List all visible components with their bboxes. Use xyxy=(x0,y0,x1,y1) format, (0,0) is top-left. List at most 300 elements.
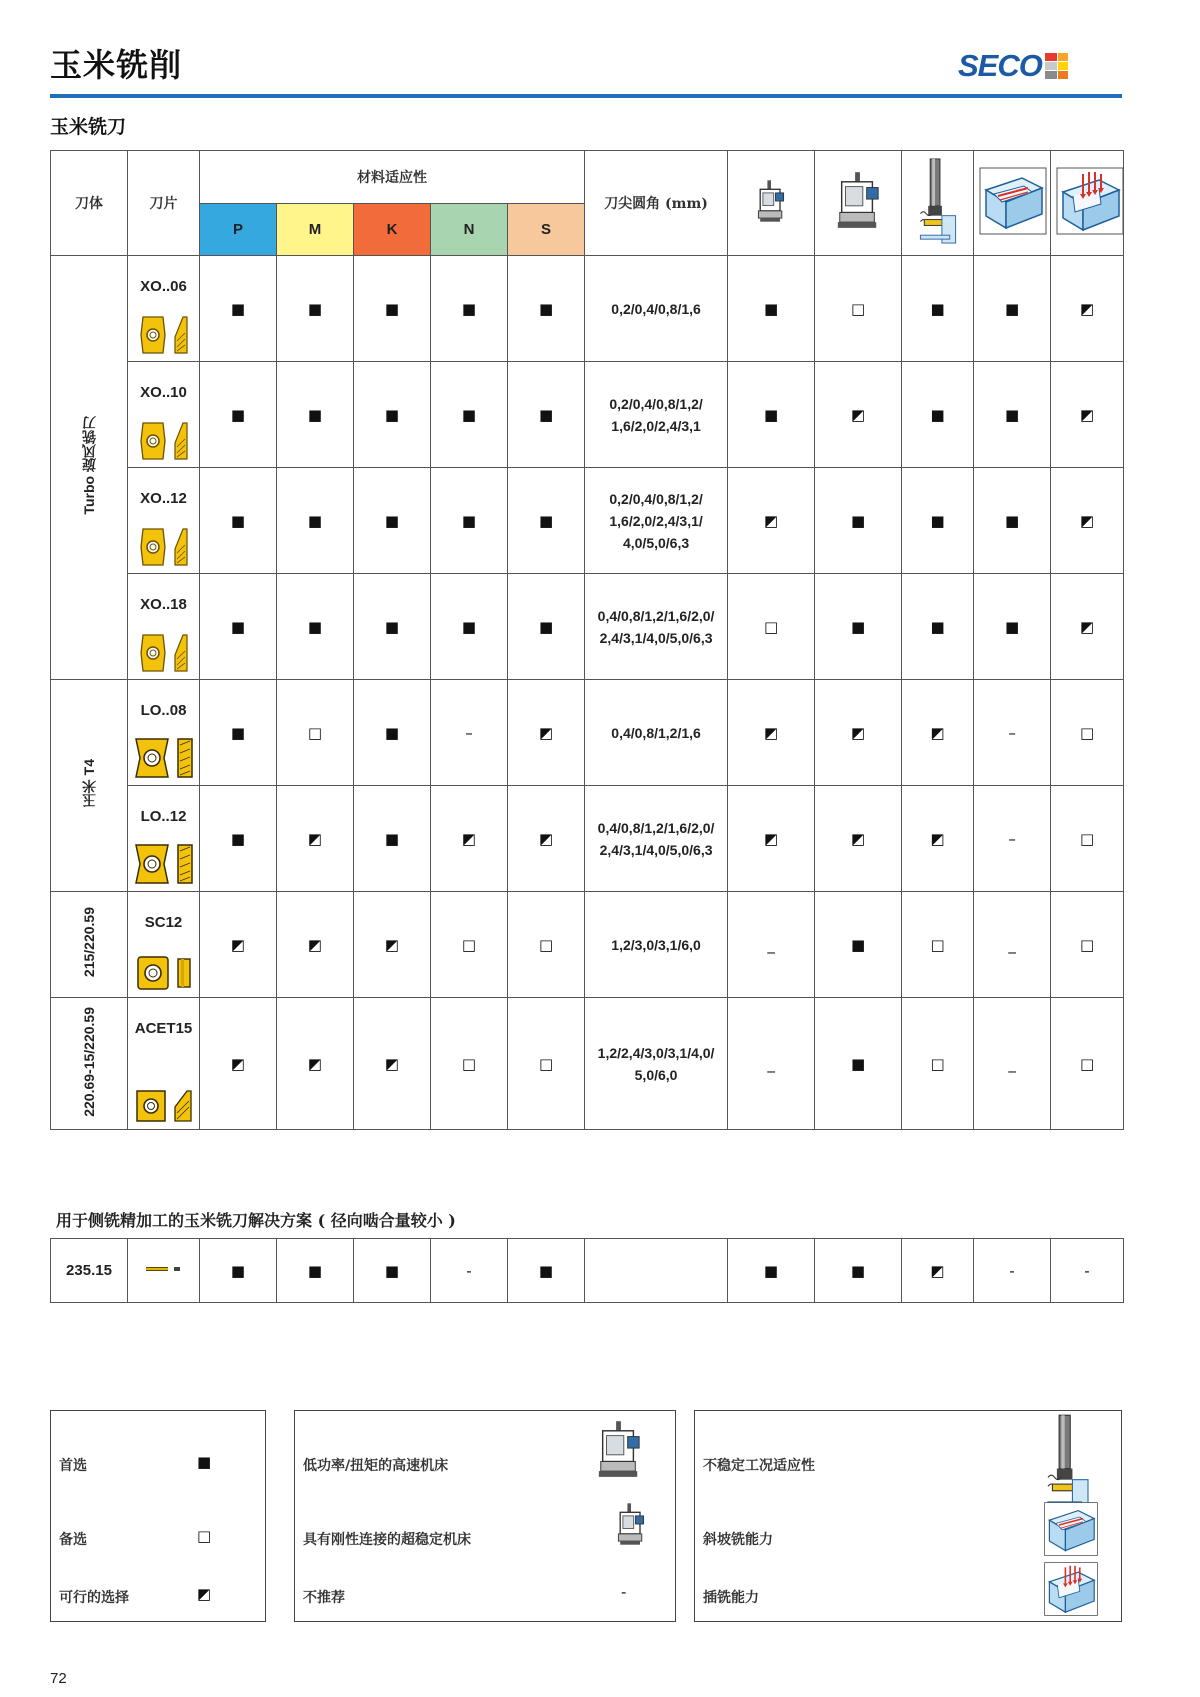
rating-symbol: ◩ xyxy=(307,1054,323,1073)
application-rating xyxy=(902,786,974,892)
insert-cell xyxy=(128,362,200,468)
rating-symbol: ■ xyxy=(230,405,246,424)
insert-image xyxy=(128,955,199,991)
application-rating xyxy=(815,892,902,998)
application-rating xyxy=(1051,786,1124,892)
section-title: 玉米铣刀 xyxy=(50,116,127,138)
tool-body-group xyxy=(51,892,128,998)
application-rating xyxy=(815,574,902,680)
rating-symbol: _ xyxy=(1008,1054,1016,1073)
legend-alternative-label: 备选 xyxy=(59,1532,87,1548)
insert-name: ACET15 xyxy=(134,1020,193,1037)
application-rating xyxy=(974,998,1051,1130)
material-rating-k xyxy=(354,468,431,574)
insert-image xyxy=(128,737,199,779)
insert-cell xyxy=(128,468,200,574)
material-rating-n xyxy=(431,362,508,468)
brand-mark-tile xyxy=(1045,62,1057,70)
tool-body-cell xyxy=(51,1239,128,1303)
material-rating-p xyxy=(200,574,277,680)
rating-symbol: ■ xyxy=(930,405,945,424)
brand-mark-tile xyxy=(1045,71,1057,79)
application-rating xyxy=(902,468,974,574)
brand-mark-tile xyxy=(1045,53,1057,61)
rating-symbol: ■ xyxy=(538,1261,554,1280)
legend-possible-symbol: ◩ xyxy=(197,1585,212,1603)
rating-symbol: □ xyxy=(1079,829,1095,848)
rating-symbol: ◩ xyxy=(307,935,323,954)
rating-symbol: ■ xyxy=(538,405,554,424)
material-rating-p xyxy=(200,362,277,468)
header-plunge xyxy=(1051,151,1124,256)
material-rating-m xyxy=(277,468,354,574)
insert-name: XO..10 xyxy=(140,384,187,401)
rating-symbol: ◩ xyxy=(230,935,246,954)
application-rating xyxy=(728,468,815,574)
application-rating xyxy=(1051,362,1124,468)
ramping-icon xyxy=(978,223,1048,240)
application-rating xyxy=(815,998,902,1130)
insert-name: XO..18 xyxy=(140,596,187,613)
insert-image xyxy=(128,527,199,567)
application-rating xyxy=(728,680,815,786)
rating-symbol: ■ xyxy=(230,723,246,742)
brand-name: SECO xyxy=(958,48,1042,83)
brand-mark-icon xyxy=(1045,53,1068,79)
material-rating-k xyxy=(354,574,431,680)
rating-symbol: □ xyxy=(1079,1054,1095,1073)
application-rating xyxy=(902,256,974,362)
radius-cell xyxy=(585,680,728,786)
material-rating-s xyxy=(508,468,585,574)
application-rating xyxy=(728,256,815,362)
material-rating-m xyxy=(277,892,354,998)
material-rating-s xyxy=(508,786,585,892)
rating-symbol: ◩ xyxy=(307,829,323,848)
rating-symbol: _ xyxy=(767,1054,775,1073)
material-rating-s xyxy=(508,680,585,786)
table-row xyxy=(51,680,1124,786)
rating-symbol: ◩ xyxy=(538,829,554,848)
material-rating-n xyxy=(431,574,508,680)
rating-symbol: – xyxy=(1008,723,1016,742)
table-row xyxy=(51,362,1124,468)
rating-symbol: ■ xyxy=(384,405,400,424)
header-large-machine xyxy=(815,151,902,256)
legend-high-speed-label: 低功率/扭矩的高速机床 xyxy=(303,1458,449,1474)
tool-body-label: 235.15 xyxy=(66,1262,112,1279)
insert-cell xyxy=(128,998,200,1130)
material-rating-m xyxy=(277,574,354,680)
rating-symbol: ■ xyxy=(930,617,945,636)
tool-body-label: 220.69-15/220.59 xyxy=(81,1006,97,1117)
rating-symbol: ◩ xyxy=(538,723,554,742)
rating-symbol: ■ xyxy=(538,511,554,530)
material-header-m xyxy=(277,204,354,256)
application-rating xyxy=(974,362,1051,468)
legend-ramping-label: 斜坡铣能力 xyxy=(703,1532,773,1548)
application-rating xyxy=(902,1239,974,1303)
insert-image xyxy=(128,315,199,355)
radius-values: 0,4/0,8/1,2/1,6/2,0/ 2,4/3,1/4,0/5,0/6,3 xyxy=(597,607,715,646)
rating-symbol: □ xyxy=(763,617,779,636)
table-row xyxy=(51,1239,1124,1303)
rating-symbol: ■ xyxy=(384,829,400,848)
legend-preferred-symbol: ■ xyxy=(197,1453,212,1471)
rating-symbol: _ xyxy=(767,935,775,954)
rating-symbol: ◩ xyxy=(1079,299,1095,318)
insert-name: XO..06 xyxy=(140,278,187,295)
header-insert: 刀片 xyxy=(128,151,200,256)
rating-symbol: ■ xyxy=(384,511,400,530)
rating-symbol: ■ xyxy=(850,935,866,954)
material-rating-k xyxy=(354,256,431,362)
rating-symbol: ■ xyxy=(384,617,400,636)
material-rating-k xyxy=(354,892,431,998)
table-row xyxy=(51,574,1124,680)
rating-symbol: - xyxy=(1084,1261,1090,1280)
material-header-p xyxy=(200,204,277,256)
rating-symbol: - xyxy=(1009,1261,1015,1280)
material-header-s xyxy=(508,204,585,256)
tool-image xyxy=(144,1262,184,1279)
plunge-milling-icon xyxy=(1055,223,1125,240)
rating-symbol: ■ xyxy=(384,723,400,742)
application-rating xyxy=(1051,892,1124,998)
application-rating xyxy=(974,574,1051,680)
table-row xyxy=(51,998,1124,1130)
table-row xyxy=(51,786,1124,892)
rating-symbol: ◩ xyxy=(1079,617,1095,636)
rating-symbol: □ xyxy=(461,1054,477,1073)
application-rating xyxy=(815,680,902,786)
legend-not-recommended-label: 不推荐 xyxy=(303,1590,345,1606)
legend-machines xyxy=(294,1410,676,1622)
brand-mark-tile xyxy=(1058,53,1068,61)
insert-cell xyxy=(128,892,200,998)
application-rating xyxy=(728,1239,815,1303)
rating-symbol: ■ xyxy=(384,299,400,318)
large-machine-icon xyxy=(595,1419,643,1485)
page-number: 72 xyxy=(50,1670,67,1687)
legend-unstable-label: 不稳定工况适应性 xyxy=(703,1458,815,1474)
application-rating xyxy=(902,892,974,998)
radius-cell xyxy=(585,1239,728,1303)
rating-symbol: ■ xyxy=(461,617,477,636)
application-rating xyxy=(1051,680,1124,786)
radius-values: 1,2/2,4/3,0/3,1/4,0/ 5,0/6,0 xyxy=(597,1044,715,1083)
rating-symbol: ■ xyxy=(461,299,477,318)
ramping-icon xyxy=(1043,1501,1099,1561)
rating-symbol: ■ xyxy=(461,405,477,424)
radius-cell xyxy=(585,574,728,680)
rating-symbol: _ xyxy=(1008,935,1016,954)
table-row xyxy=(51,892,1124,998)
radius-cell xyxy=(585,362,728,468)
rating-symbol: ■ xyxy=(230,299,246,318)
rating-symbol: ◩ xyxy=(930,829,945,848)
rating-symbol: ■ xyxy=(230,1261,246,1280)
header-body: 刀体 xyxy=(51,151,128,256)
large-machine-icon xyxy=(834,219,882,236)
table-row xyxy=(51,256,1124,362)
plunge-milling-icon xyxy=(1043,1561,1099,1621)
rating-symbol: ◩ xyxy=(850,723,866,742)
legend-possible-label: 可行的选择 xyxy=(59,1590,129,1606)
material-rating-s xyxy=(508,892,585,998)
application-rating xyxy=(974,892,1051,998)
rating-symbol: ■ xyxy=(1004,405,1020,424)
brand-mark-tile xyxy=(1058,62,1068,70)
rating-symbol: ■ xyxy=(850,1054,866,1073)
legend-capabilities xyxy=(694,1410,1122,1622)
material-rating-k xyxy=(354,680,431,786)
material-rating-p xyxy=(200,892,277,998)
rating-symbol: – xyxy=(1008,829,1016,848)
table-row xyxy=(51,468,1124,574)
material-header-k xyxy=(354,204,431,256)
material-label: N xyxy=(463,221,475,238)
insert-image xyxy=(128,421,199,461)
radius-cell xyxy=(585,256,728,362)
rating-symbol: ◩ xyxy=(230,1054,246,1073)
brand-mark-tile xyxy=(1058,71,1068,79)
material-rating-k xyxy=(354,998,431,1130)
insert-name: XO..12 xyxy=(140,490,187,507)
application-rating xyxy=(815,362,902,468)
rating-symbol: ■ xyxy=(230,511,246,530)
small-machine-icon xyxy=(753,211,789,228)
side-milling-table xyxy=(50,1238,1124,1303)
application-rating xyxy=(1051,468,1124,574)
side-milling-title: 用于侧铣精加工的玉米铣刀解决方案 ( 径向啮合量较小 ) xyxy=(56,1211,456,1230)
application-rating xyxy=(974,256,1051,362)
tool-body-group xyxy=(51,680,128,892)
material-rating-m xyxy=(277,998,354,1130)
rating-symbol: □ xyxy=(930,1054,945,1073)
insert-cell xyxy=(128,680,200,786)
header-material-group: 材料适应性 xyxy=(200,151,585,204)
rating-symbol: □ xyxy=(461,935,477,954)
legend-not-recommended-symbol: - xyxy=(621,1583,627,1601)
material-rating xyxy=(200,1239,277,1303)
material-rating-k xyxy=(354,786,431,892)
rating-symbol: ■ xyxy=(538,617,554,636)
title-rule xyxy=(50,94,1122,98)
rating-symbol: ■ xyxy=(930,299,945,318)
tool-body-label: 玉米 T4 xyxy=(81,759,97,808)
application-rating xyxy=(902,680,974,786)
application-rating xyxy=(728,574,815,680)
application-rating xyxy=(728,892,815,998)
material-rating xyxy=(277,1239,354,1303)
application-rating xyxy=(974,468,1051,574)
insert-image xyxy=(128,1089,199,1123)
rating-symbol: □ xyxy=(538,935,554,954)
material-rating-n xyxy=(431,468,508,574)
tool-body-group xyxy=(51,998,128,1130)
application-rating xyxy=(728,786,815,892)
material-rating-n xyxy=(431,680,508,786)
rating-symbol: ◩ xyxy=(384,1054,400,1073)
material-rating-p xyxy=(200,998,277,1130)
material-label: M xyxy=(308,221,322,238)
material-rating-m xyxy=(277,256,354,362)
rating-symbol: □ xyxy=(850,299,866,318)
rating-symbol: ■ xyxy=(307,405,323,424)
material-label: K xyxy=(386,221,398,238)
rating-symbol: ■ xyxy=(850,1261,866,1280)
insert-name: LO..08 xyxy=(140,702,187,719)
material-rating-s xyxy=(508,256,585,362)
tool-image-cell xyxy=(128,1239,200,1303)
rating-symbol: ◩ xyxy=(930,1261,945,1280)
rating-symbol: ◩ xyxy=(930,723,945,742)
rating-symbol: □ xyxy=(538,1054,554,1073)
rating-symbol: ■ xyxy=(763,1261,779,1280)
unstable-setup-icon xyxy=(918,232,958,249)
header-small-machine xyxy=(728,151,815,256)
radius-cell xyxy=(585,468,728,574)
insert-selection-table xyxy=(50,150,1124,1130)
insert-cell xyxy=(128,256,200,362)
insert-name: SC12 xyxy=(144,914,183,931)
radius-values: 0,4/0,8/1,2/1,6/2,0/ 2,4/3,1/4,0/5,0/6,3 xyxy=(597,819,715,858)
radius-values: 1,2/3,0/3,1/6,0 xyxy=(611,936,701,953)
rating-symbol: □ xyxy=(307,723,323,742)
application-rating xyxy=(974,680,1051,786)
rating-symbol: □ xyxy=(1079,723,1095,742)
insert-cell xyxy=(128,574,200,680)
radius-values: 0,2/0,4/0,8/1,2/ 1,6/2,0/2,4/3,1/ 4,0/5,0/6,3 xyxy=(609,490,703,551)
material-rating-p xyxy=(200,256,277,362)
application-rating xyxy=(1051,574,1124,680)
radius-values: 0,2/0,4/0,8/1,2/ 1,6/2,0/2,4/3,1 xyxy=(609,395,703,434)
rating-symbol: ◩ xyxy=(384,935,400,954)
rating-symbol: ◩ xyxy=(763,723,779,742)
insert-image xyxy=(128,633,199,673)
material-label: S xyxy=(541,221,552,238)
insert-image xyxy=(128,843,199,885)
rating-symbol: ■ xyxy=(230,617,246,636)
small-machine-icon xyxy=(613,1501,649,1551)
rating-symbol: ■ xyxy=(930,511,945,530)
rating-symbol: ◩ xyxy=(850,405,866,424)
rating-symbol: ■ xyxy=(850,617,866,636)
application-rating xyxy=(902,574,974,680)
rating-symbol: ◩ xyxy=(763,829,779,848)
header-unstable-setup xyxy=(902,151,974,256)
legend-symbols xyxy=(50,1410,266,1622)
material-rating-p xyxy=(200,680,277,786)
legend-plunge-label: 插铣能力 xyxy=(703,1590,759,1606)
material-rating-n xyxy=(431,998,508,1130)
rating-symbol: ◩ xyxy=(1079,405,1095,424)
rating-symbol: ■ xyxy=(1004,299,1020,318)
legend-alternative-symbol: □ xyxy=(197,1527,212,1545)
rating-symbol: □ xyxy=(1079,935,1095,954)
rating-symbol: ■ xyxy=(307,617,323,636)
application-rating xyxy=(815,468,902,574)
header-ramping xyxy=(974,151,1051,256)
application-rating xyxy=(728,362,815,468)
rating-symbol: ■ xyxy=(763,299,779,318)
rating-symbol: ■ xyxy=(1004,617,1020,636)
material-rating-s xyxy=(508,362,585,468)
material-rating-p xyxy=(200,786,277,892)
application-rating xyxy=(815,256,902,362)
rating-symbol: ■ xyxy=(230,829,246,848)
rating-symbol: - xyxy=(466,1261,472,1280)
header-radius: 刀尖圆角 (mm) xyxy=(585,151,728,256)
material-rating xyxy=(354,1239,431,1303)
material-rating-s xyxy=(508,574,585,680)
legend-stable-label: 具有刚性连接的超稳定机床 xyxy=(303,1532,471,1548)
application-rating xyxy=(902,998,974,1130)
material-rating-m xyxy=(277,362,354,468)
tool-body-label: Turbo 旋风铣刀 xyxy=(81,416,97,515)
material-header-n xyxy=(431,204,508,256)
application-rating xyxy=(1051,1239,1124,1303)
rating-symbol: ■ xyxy=(1004,511,1020,530)
material-rating-m xyxy=(277,680,354,786)
legend-preferred-label: 首选 xyxy=(59,1458,87,1474)
material-rating-n xyxy=(431,892,508,998)
application-rating xyxy=(815,786,902,892)
rating-symbol: ■ xyxy=(538,299,554,318)
material-rating xyxy=(431,1239,508,1303)
rating-symbol: ■ xyxy=(307,511,323,530)
material-rating xyxy=(508,1239,585,1303)
material-rating-m xyxy=(277,786,354,892)
application-rating xyxy=(1051,998,1124,1130)
application-rating xyxy=(815,1239,902,1303)
rating-symbol: ■ xyxy=(307,1261,323,1280)
rating-symbol: ■ xyxy=(384,1261,400,1280)
insert-cell xyxy=(128,786,200,892)
radius-values: 0,4/0,8/1,2/1,6 xyxy=(611,724,701,741)
rating-symbol: ■ xyxy=(461,511,477,530)
material-rating-p xyxy=(200,468,277,574)
application-rating xyxy=(974,786,1051,892)
rating-symbol: – xyxy=(465,723,473,742)
brand-logo xyxy=(958,48,1068,84)
material-rating-n xyxy=(431,786,508,892)
application-rating xyxy=(902,362,974,468)
material-rating-s xyxy=(508,998,585,1130)
page-title: 玉米铣削 xyxy=(50,46,183,84)
insert-name: LO..12 xyxy=(140,808,187,825)
rating-symbol: ◩ xyxy=(763,511,779,530)
rating-symbol: ■ xyxy=(307,299,323,318)
rating-symbol: ■ xyxy=(850,511,866,530)
application-rating xyxy=(728,998,815,1130)
rating-symbol: ◩ xyxy=(461,829,477,848)
rating-symbol: □ xyxy=(930,935,945,954)
rating-symbol: ◩ xyxy=(1079,511,1095,530)
application-rating xyxy=(974,1239,1051,1303)
radius-values: 0,2/0,4/0,8/1,6 xyxy=(611,300,701,317)
rating-symbol: ◩ xyxy=(850,829,866,848)
material-label: P xyxy=(232,221,243,238)
material-rating-k xyxy=(354,362,431,468)
application-rating xyxy=(1051,256,1124,362)
material-rating-n xyxy=(431,256,508,362)
radius-cell xyxy=(585,786,728,892)
tool-body-group xyxy=(51,256,128,680)
radius-cell xyxy=(585,892,728,998)
tool-body-label: 215/220.59 xyxy=(81,907,97,978)
